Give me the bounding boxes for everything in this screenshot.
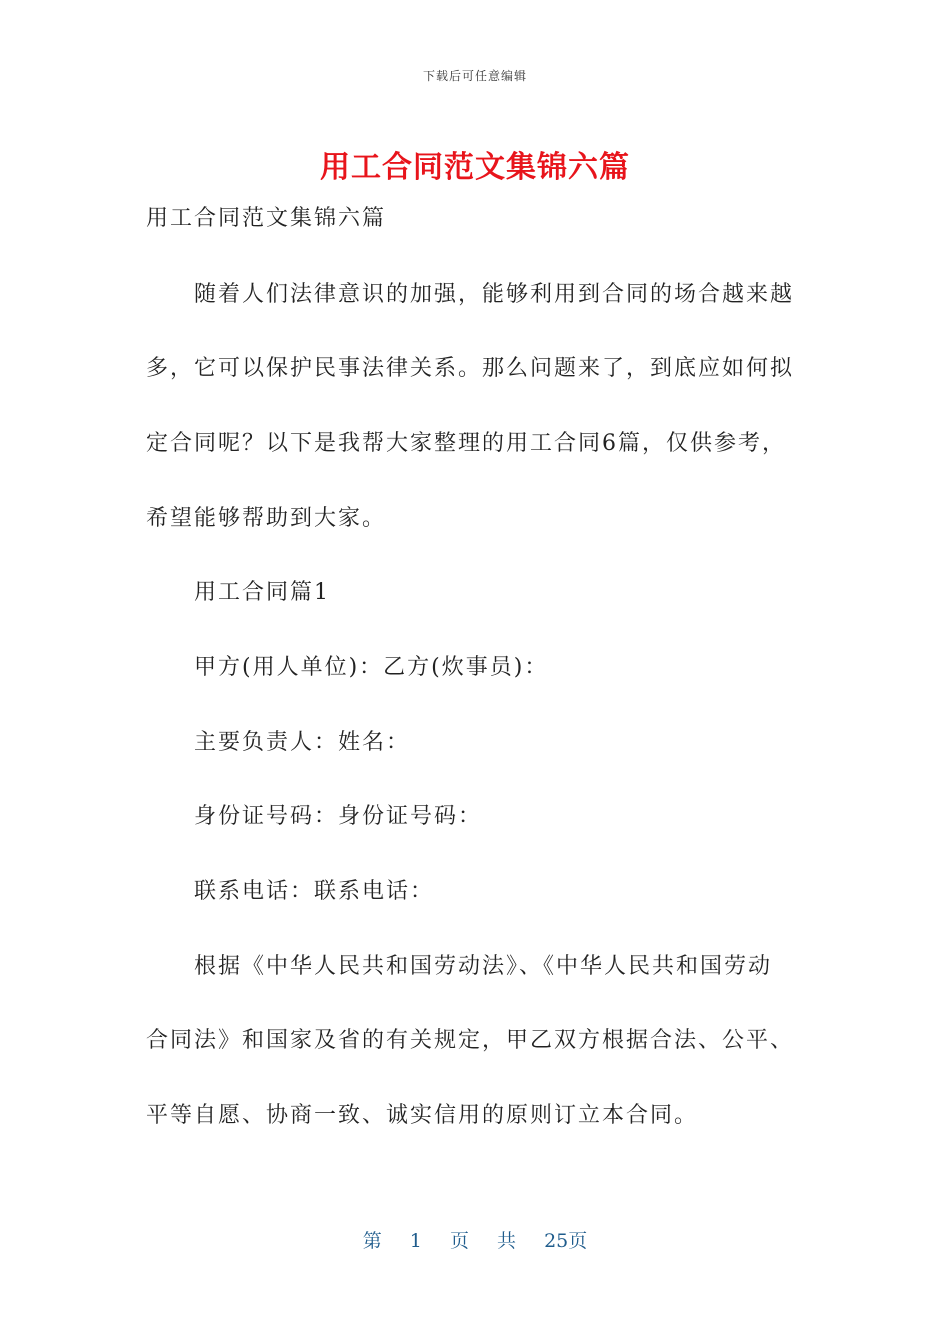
intro-paragraph-line: 随着人们法律意识的加强，能够利用到合同的场合越来越: [194, 282, 795, 307]
document-title: 用工合同范文集锦六篇: [320, 150, 630, 185]
header-note: 下载后可任意编辑: [422, 69, 527, 83]
footer-prefix: 第: [362, 1230, 382, 1252]
phone-field-line: 联系电话：联系电话：: [194, 879, 435, 904]
id-number-field-line: 身份证号码：身份证号码：: [194, 804, 483, 829]
page-footer: [0, 1226, 950, 1253]
intro-paragraph-line: 多，它可以保护民事法律关系。那么问题来了，到底应如何拟: [146, 356, 795, 381]
footer-page-word: 页: [449, 1230, 469, 1252]
section-heading: 用工合同篇1: [194, 580, 330, 605]
basis-paragraph-line: 根据《中华人民共和国劳动法》、《中华人民共和国劳动: [194, 954, 773, 979]
document-subtitle: 用工合同范文集锦六篇: [146, 206, 387, 231]
party-field-line: 甲方(用人单位)：乙方(炊事员)：: [194, 655, 549, 680]
footer-total-pages: 25页: [544, 1230, 588, 1252]
footer-total-word: 共: [497, 1230, 517, 1252]
footer-current-page: 1: [409, 1230, 422, 1252]
basis-paragraph-line: 平等自愿、协商一致、诚实信用的原则订立本合同。: [146, 1103, 699, 1128]
responsible-person-field-line: 主要负责人：姓名：: [194, 730, 411, 755]
intro-paragraph-line: 定合同呢？以下是我帮大家整理的用工合同6篇，仅供参考，: [146, 431, 786, 456]
intro-paragraph-line: 希望能够帮助到大家。: [146, 506, 387, 531]
basis-paragraph-line: 合同法》和国家及省的有关规定，甲乙双方根据合法、公平、: [146, 1028, 795, 1053]
